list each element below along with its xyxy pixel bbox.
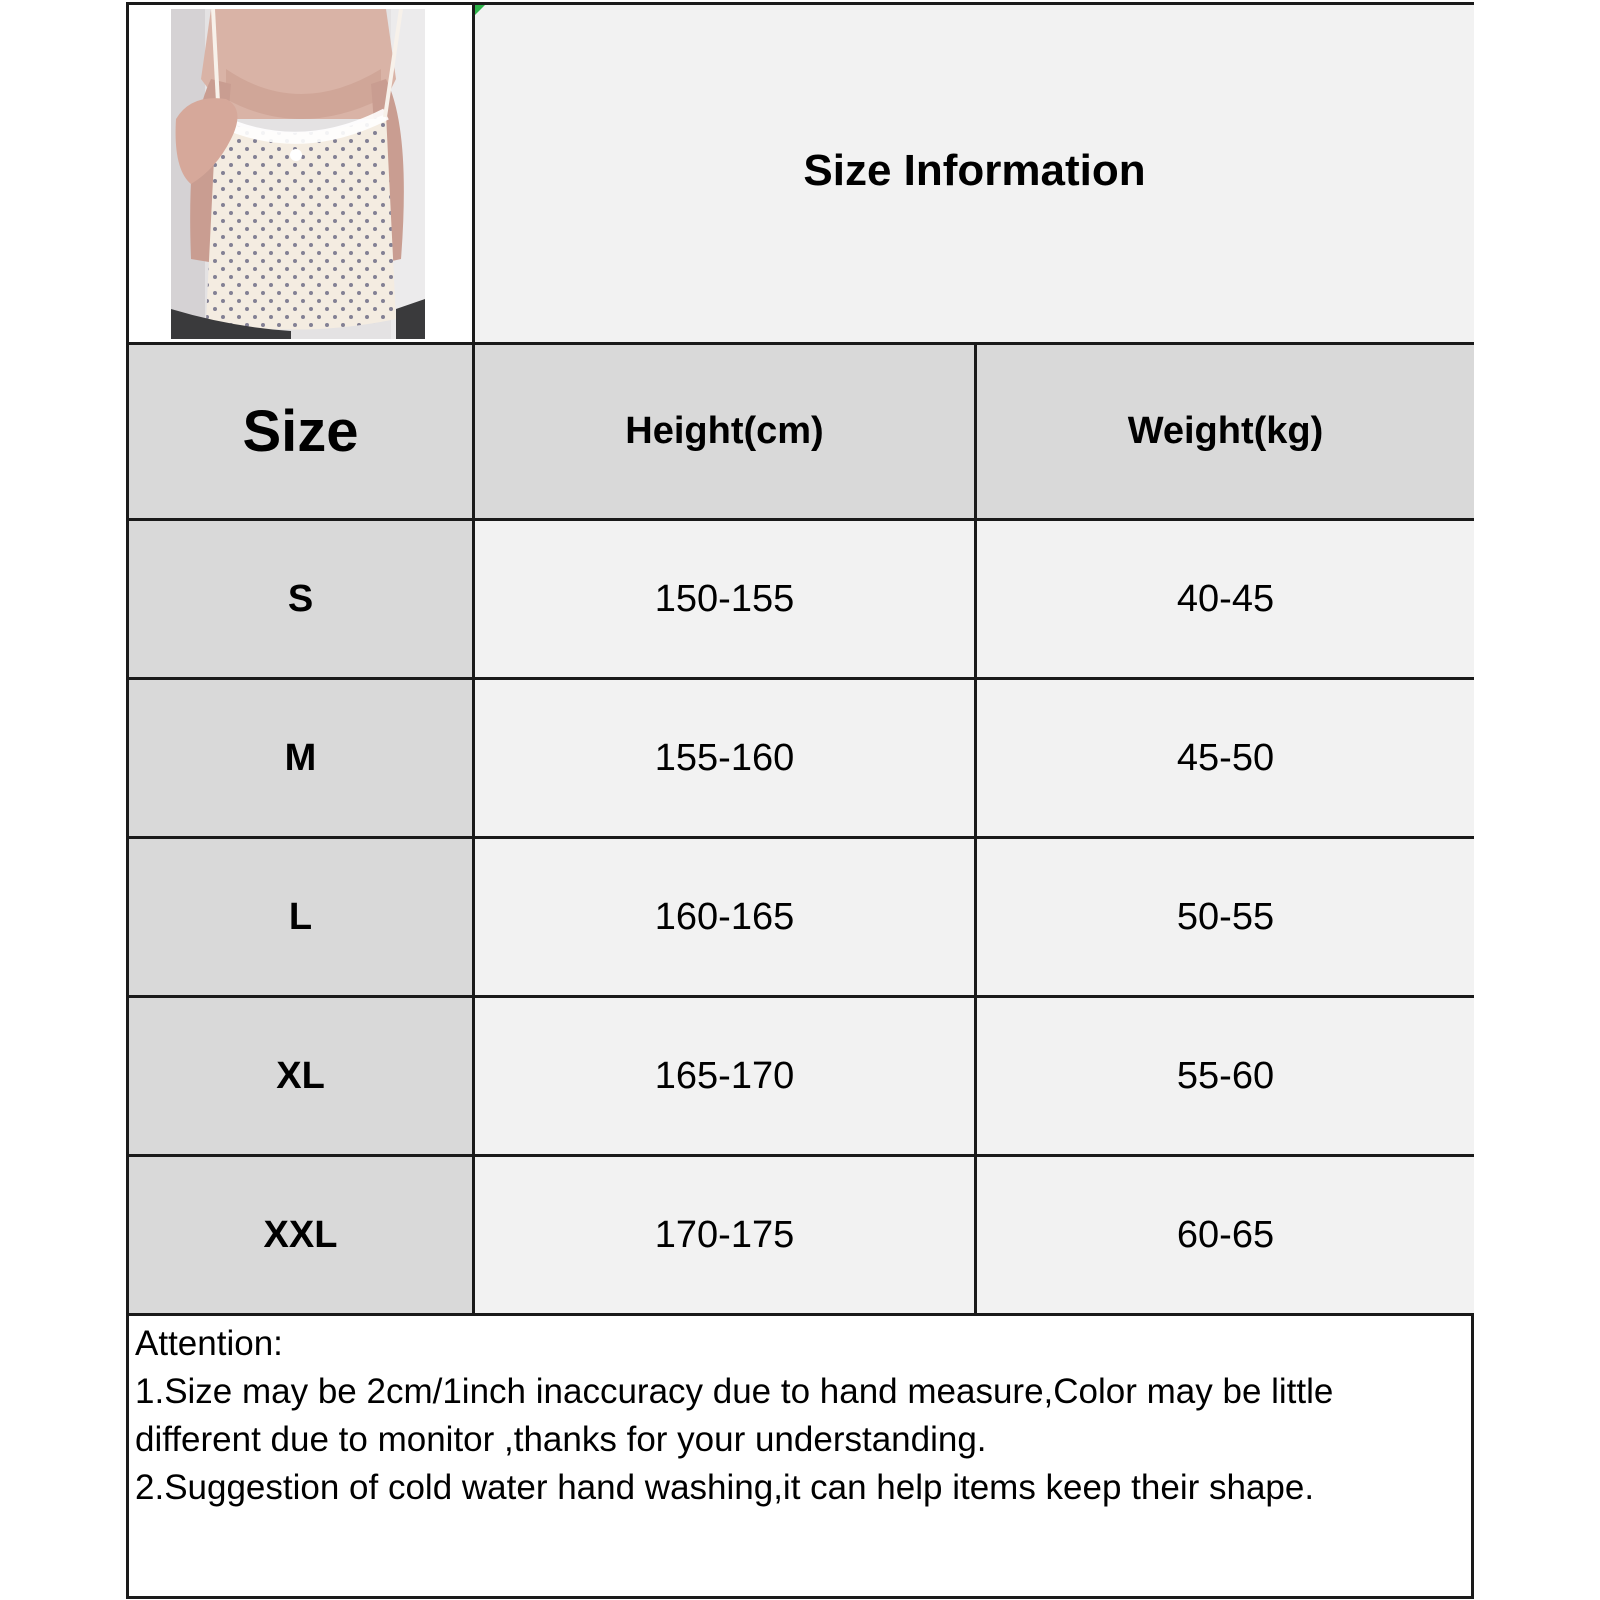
header-height: Height(cm) [475,345,977,521]
header-size: Size [129,345,475,521]
height-cell: 155-160 [475,680,977,839]
cell-marker-icon [475,5,485,15]
weight-cell: 60-65 [977,1157,1474,1316]
header-weight: Weight(kg) [977,345,1474,521]
product-photo-cell [129,5,475,345]
size-cell: XL [129,998,475,1157]
size-cell: M [129,680,475,839]
weight-cell: 50-55 [977,839,1474,998]
notes-line: 1.Size may be 2cm/1inch inaccuracy due to hand measure,Color may be little [135,1372,1334,1411]
notes-line: different due to monitor ,thanks for your understanding. [135,1420,987,1459]
size-cell: XXL [129,1157,475,1316]
page-title: Size Information [803,145,1146,195]
size-cell: S [129,521,475,680]
notes-line: 2.Suggestion of cold water hand washing,it can help items keep their shape. [135,1468,1315,1507]
height-cell: 170-175 [475,1157,977,1316]
attention-notes [129,1316,1471,1596]
height-cell: 160-165 [475,839,977,998]
size-cell: L [129,839,475,998]
weight-cell: 40-45 [977,521,1474,680]
product-photo [171,9,425,339]
size-chart [126,2,1474,1599]
height-cell: 165-170 [475,998,977,1157]
weight-cell: 45-50 [977,680,1474,839]
title-cell [475,5,1474,345]
notes-heading: Attention: [135,1324,283,1363]
weight-cell: 55-60 [977,998,1474,1157]
height-cell: 150-155 [475,521,977,680]
